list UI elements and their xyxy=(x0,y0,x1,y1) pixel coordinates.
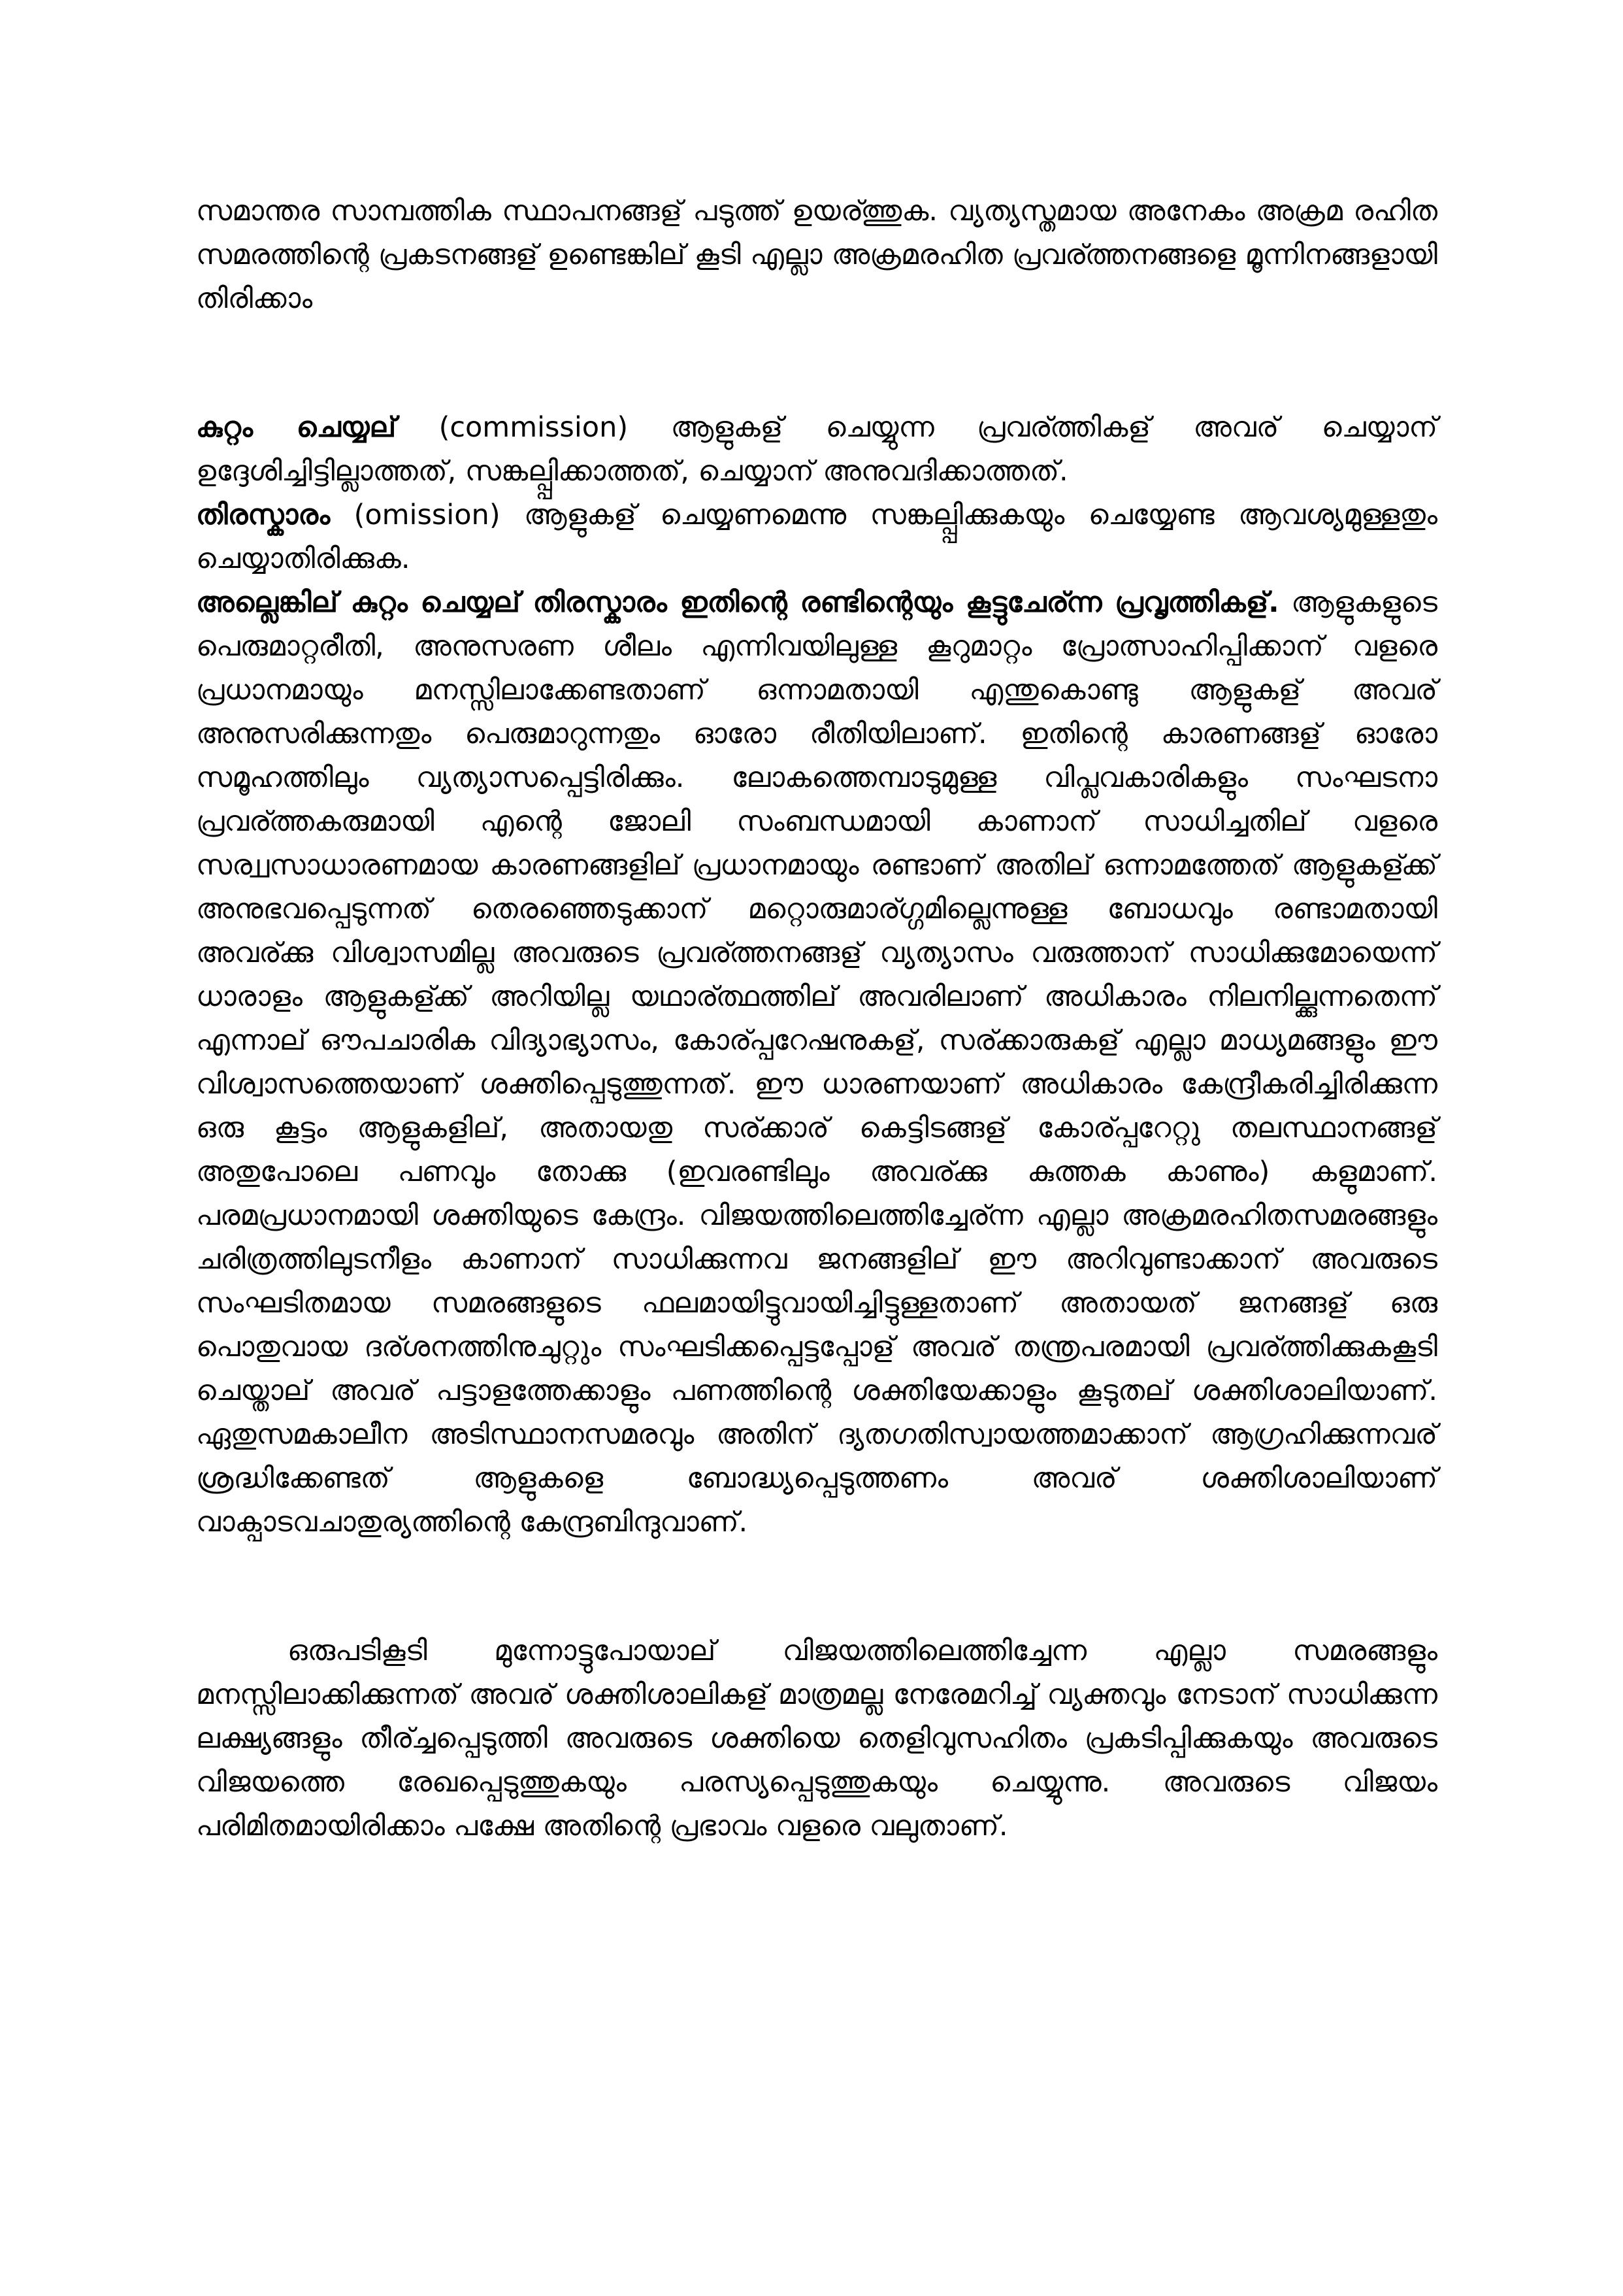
commission-term: കുറ്റം ചെയ്യല് xyxy=(196,411,397,444)
commission-paragraph xyxy=(196,406,1437,493)
combined-term: അല്ലെങ്കില് കുറ്റം ചെയ്യല് തിരസ്കാരം ഇതിന്റെ രണ്ടിന്റെയും കൂട്ടുചേര്ന്ന പ്രവൃത്തികള്. xyxy=(196,586,1279,619)
omission-paragraph xyxy=(196,493,1437,581)
closing-paragraph: ഒരുപടികൂടി മുന്നോട്ടുപോയാല് വിജയത്തിലെത്തിച്ചേന്ന എല്ലാ സമരങ്ങളും മനസ്സിലാക്കിക്കുന്നത് അവര് ശക്തിശാലികള് മാത്രമല്ല നേരേമറിച്ച് വ്യക്തവും നേടാന് സാധിക്കുന്ന ലക്ഷ്യങ്ങളും തീര്ച്ചപ്പെടുത്തി അവരുടെ ശക്തിയെ തെളിവുസഹിതം പ്രകടിപ്പിക്കുകയും അവരുടെ വിജയത്തെ രേഖപ്പെടുത്തുകയും പരസ്യപ്പെടുത്തുകയും ചെയ്യുന്നു. അവരുടെ വിജയം പരിമിതമായിരിക്കാം പക്ഷേ അതിന്റെ പ്രഭാവം വളരെ വലുതാണ്. xyxy=(196,1635,1437,1842)
omission-text: (omission) ആളുകള് ചെയ്യണമെന്നു സങ്കല്പ്പിക്കുകയും ചെയ്യേണ്ട ആവശ്യമുള്ളതും ചെയ്യാതിരിക്കുക. xyxy=(196,499,1437,575)
paragraph-gap xyxy=(196,321,1437,406)
omission-term: തിരസ്കാരം xyxy=(196,499,331,531)
intro-paragraph: സമാന്തര സാമ്പത്തിക സ്ഥാപനങ്ങള് പടുത്ത് ഉയര്ത്തുക. വ്യത്യസ്തമായ അനേകം അക്രമ രഹിത സമരത്തിന്റെ പ്രകടനങ്ങള് ഉണ്ടെങ്കില് കൂടി എല്ലാ അക്രമരഹിത പ്രവര്ത്തനങ്ങളെ മൂന്നിനങ്ങളായി തിരിക്കാം xyxy=(196,195,1437,315)
document-page xyxy=(196,190,1437,1848)
combined-text: ആളുകളുടെ പെരുമാറ്റരീതി, അനുസരണ ശീലം എന്നിവയിലുള്ള കൂറുമാറ്റം പ്രോത്സാഹിപ്പിക്കാന് വളരെ പ്രധാനമായും മനസ്സിലാക്കേണ്ടതാണ് ഒന്നാമതായി എന്തുകൊണ്ടു ആളുകള് അവര് അനുസരിക്കുന്നതും പെരുമാറുന്നതും ഓരോ രീതിയിലാണ്. ഇതിന്റെ കാരണങ്ങള് ഓരോ സമൂഹത്തിലും വ്യത്യാസപ്പെട്ടിരിക്കും. ലോകത്തെമ്പാടുമുള്ള വിപ്ലവകാരികളും സംഘടനാ പ്രവര്ത്തകരുമായി എന്റെ ജോലി സംബന്ധമായി കാണാന് സാധിച്ചതില് വളരെ സര്വ്വസാധാരണമായ കാരണങ്ങളില് പ്രധാനമായും രണ്ടാണ് അതില് ഒന്നാമത്തേത് ആളുകള്ക്ക് അനുഭവപ്പെടുന്നത് തെരഞ്ഞെടുക്കാന് മറ്റൊരുമാര്ഗ്ഗമില്ലെന്നുള്ള ബോധവും രണ്ടാമതായി അവര്ക്കു വിശ്വാസമില്ല അവരുടെ പ്രവര്ത്തനങ്ങള് വ്യത്യാസം വരുത്താന് സാധിക്കുമോയെന്ന് ധാരാളം ആളുകള്ക്ക് അറിയില്ല യഥാര്ത്ഥത്തില് അവരിലാണ് അധികാരം നിലനില്ക്കുന്നതെന്ന് എന്നാല് ഔപചാരിക വിദ്യാഭ്യാസം, കോര്പ്പറേഷനുകള്, സര്ക്കാരുകള് എല്ലാ മാധ്യമങ്ങളും ഈ വിശ്വാസത്തെയാണ് ശക്തിപ്പെടുത്തുന്നത്. ഈ ധാരണയാണ് അധികാരം കേന്ദ്രീകരിച്ചിരിക്കുന്ന ഒരു കൂട്ടം ആളുകളില്, അതായതു സര്ക്കാര് കെട്ടിടങ്ങള് കോര്പ്പറേറ്റു തലസ്ഥാനങ്ങള് അതുപോലെ പണവും തോക്കു (ഇവരണ്ടിലും അവര്ക്കു കുത്തക കാണും) കളുമാണ്. പരമപ്രധാനമായി ശക്തിയുടെ കേന്ദ്രം. വിജയത്തിലെത്തിച്ചേര്ന്ന എല്ലാ അക്രമരഹിതസമരങ്ങളും ചരിത്രത്തിലുടനീളം കാണാന് സാധിക്കുന്നവ ജനങ്ങളില് ഈ അറിവുണ്ടാക്കാന് അവരുടെ സംഘടിതമായ സമരങ്ങളുടെ ഫലമായിട്ടുവായിച്ചിട്ടുള്ളതാണ് അതായത് ജനങ്ങള് ഒരു പൊതുവായ ദര്ശനത്തിനുചുറ്റും സംഘടിക്കപ്പെട്ടപ്പോള് അവര് തന്ത്രപരമായി പ്രവര്ത്തിക്കുകകൂടി ചെയ്താല് അവര് പട്ടാളത്തേക്കാളും പണത്തിന്റെ ശക്തിയേക്കാളും കൂടുതല് ശക്തിശാലിയാണ്. ഏതുസമകാലീന അടിസ്ഥാനസമരവും അതിന് ദ്യതഗതിസ്വായത്തമാക്കാന് ആഗ്രഹിക്കുന്നവര് ശ്രദ്ധിക്കേണ്ടത് ആളുകളെ ബോദ്ധ്യപ്പെടുത്തണം അവര് ശക്തിശാലിയാണ് വാക്പാടവചാതുര്യത്തിന്റെ കേന്ദ്രബിന്ദുവാണ്. xyxy=(196,586,1437,1539)
commission-text: (commission) ആളുകള് ചെയ്യുന്ന പ്രവര്ത്തികള് അവര് ചെയ്യാന് ഉദ്ദേശിച്ചിട്ടില്ലാത്തത്, സങ്കല്പ്പിക്കാത്തത്, ചെയ്യാന് അനുവദിക്കാത്തത്. xyxy=(196,411,1437,488)
combined-paragraph xyxy=(196,581,1437,1544)
paragraph-gap xyxy=(196,1544,1437,1629)
